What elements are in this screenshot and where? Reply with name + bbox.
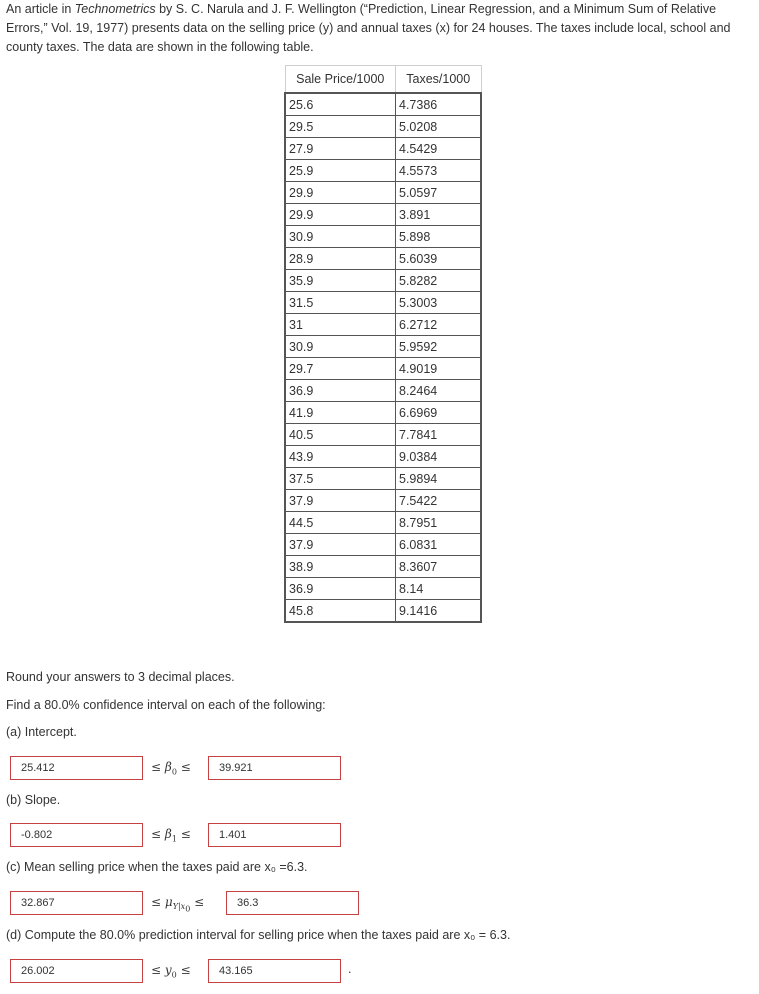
sale-price-cell: 30.9 [285, 336, 396, 358]
taxes-cell: 4.9019 [396, 358, 482, 380]
sale-price-cell: 37.9 [285, 534, 396, 556]
taxes-cell: 4.5429 [396, 138, 482, 160]
table-row [285, 446, 481, 468]
data-table [284, 65, 482, 623]
sale-price-cell: 29.9 [285, 204, 396, 226]
taxes-cell: 7.5422 [396, 490, 482, 512]
table-row [285, 336, 481, 358]
sale-price-cell: 29.9 [285, 182, 396, 204]
mean-response-inequality: ≤ $\mu_{Y|x_0}$ ≤ [151, 895, 205, 914]
confidence-instruction: Find a 80.0% confidence interval on each of the following: [6, 698, 326, 712]
sale-price-cell: 35.9 [285, 270, 396, 292]
sale-price-cell: 45.8 [285, 600, 396, 623]
sale-price-cell: 37.5 [285, 468, 396, 490]
prediction-inequality: ≤ $y_0$ ≤ [151, 963, 191, 980]
taxes-cell: 8.2464 [396, 380, 482, 402]
taxes-cell: 5.0597 [396, 182, 482, 204]
rounding-instruction: Round your answers to 3 decimal places. [6, 670, 235, 684]
table-row [285, 270, 481, 292]
table-row [285, 512, 481, 534]
table-row [285, 160, 481, 182]
table-row [285, 600, 481, 623]
part-a-label: (a) Intercept. [6, 725, 77, 739]
taxes-cell: 7.7841 [396, 424, 482, 446]
table-row [285, 248, 481, 270]
sale-price-cell: 29.7 [285, 358, 396, 380]
intro-text-end: by S. C. Narula and J. F. Wellington (“Prediction, Linear Regression, and a Minimum Sum of Relative Errors,” Vol. 19, 1977) presents data on the selling price (y) and annual taxes (x) for 24 houses. The taxes include local, school and county taxes. The data are shown in the following table. [6, 2, 731, 54]
sale-price-cell: 27.9 [285, 138, 396, 160]
table-row [285, 204, 481, 226]
taxes-cell: 4.7386 [396, 93, 482, 116]
sale-price-cell: 40.5 [285, 424, 396, 446]
sale-price-cell: 25.6 [285, 93, 396, 116]
part-b-upper-input[interactable]: 1.401 [208, 823, 341, 847]
trailing-period: . [348, 962, 352, 976]
taxes-cell: 8.14 [396, 578, 482, 600]
table-row [285, 116, 481, 138]
sale-price-cell: 44.5 [285, 512, 396, 534]
sale-price-cell: 29.5 [285, 116, 396, 138]
taxes-cell: 5.8282 [396, 270, 482, 292]
taxes-cell: 6.0831 [396, 534, 482, 556]
table-row [285, 314, 481, 336]
sale-price-cell: 37.9 [285, 490, 396, 512]
header-taxes: Taxes/1000 [396, 66, 482, 94]
sale-price-cell: 25.9 [285, 160, 396, 182]
table-row [285, 424, 481, 446]
taxes-cell: 9.1416 [396, 600, 482, 623]
sale-price-cell: 36.9 [285, 380, 396, 402]
table-row [285, 578, 481, 600]
table-row [285, 556, 481, 578]
table-row [285, 93, 481, 116]
part-d-lower-input[interactable]: 26.002 [10, 959, 143, 983]
part-a-upper-input[interactable]: 39.921 [208, 756, 341, 780]
sale-price-cell: 30.9 [285, 226, 396, 248]
part-b-lower-input[interactable]: -0.802 [10, 823, 143, 847]
table-row [285, 468, 481, 490]
taxes-cell: 8.7951 [396, 512, 482, 534]
taxes-cell: 5.9592 [396, 336, 482, 358]
table-row [285, 534, 481, 556]
table-row [285, 358, 481, 380]
taxes-cell: 5.6039 [396, 248, 482, 270]
journal-name: Technometrics [74, 2, 156, 16]
table-row [285, 182, 481, 204]
taxes-cell: 3.891 [396, 204, 482, 226]
table-row [285, 490, 481, 512]
part-d-label: (d) Compute the 80.0% prediction interval for selling price when the taxes paid are x₀ = 6.3. [6, 928, 511, 942]
table-row [285, 138, 481, 160]
sale-price-cell: 38.9 [285, 556, 396, 578]
taxes-cell: 5.3003 [396, 292, 482, 314]
taxes-cell: 5.9894 [396, 468, 482, 490]
taxes-cell: 5.0208 [396, 116, 482, 138]
problem-intro [6, 0, 754, 57]
sale-price-cell: 31.5 [285, 292, 396, 314]
slope-inequality: ≤ $\beta_1$ ≤ [151, 827, 191, 844]
part-a-lower-input[interactable]: 25.412 [10, 756, 143, 780]
part-d-upper-input[interactable]: 43.165 [208, 959, 341, 983]
taxes-cell: 9.0384 [396, 446, 482, 468]
sale-price-cell: 41.9 [285, 402, 396, 424]
taxes-cell: 8.3607 [396, 556, 482, 578]
sale-price-cell: 31 [285, 314, 396, 336]
part-b-label: (b) Slope. [6, 793, 61, 807]
header-sale-price: Sale Price/1000 [285, 66, 396, 94]
part-c-lower-input[interactable]: 32.867 [10, 891, 143, 915]
part-c-label: (c) Mean selling price when the taxes paid are x₀ =6.3. [6, 860, 308, 874]
table-row [285, 292, 481, 314]
table-row [285, 380, 481, 402]
sale-price-cell: 36.9 [285, 578, 396, 600]
taxes-cell: 5.898 [396, 226, 482, 248]
sale-price-cell: 28.9 [285, 248, 396, 270]
intercept-inequality: ≤ $\beta_0$ ≤ [151, 760, 191, 777]
part-c-upper-input[interactable]: 36.3 [226, 891, 359, 915]
intro-text-start: An article in [6, 2, 75, 16]
data-table-body [285, 93, 481, 622]
taxes-cell: 4.5573 [396, 160, 482, 182]
taxes-cell: 6.6969 [396, 402, 482, 424]
taxes-cell: 6.2712 [396, 314, 482, 336]
table-row [285, 226, 481, 248]
table-row [285, 402, 481, 424]
sale-price-cell: 43.9 [285, 446, 396, 468]
